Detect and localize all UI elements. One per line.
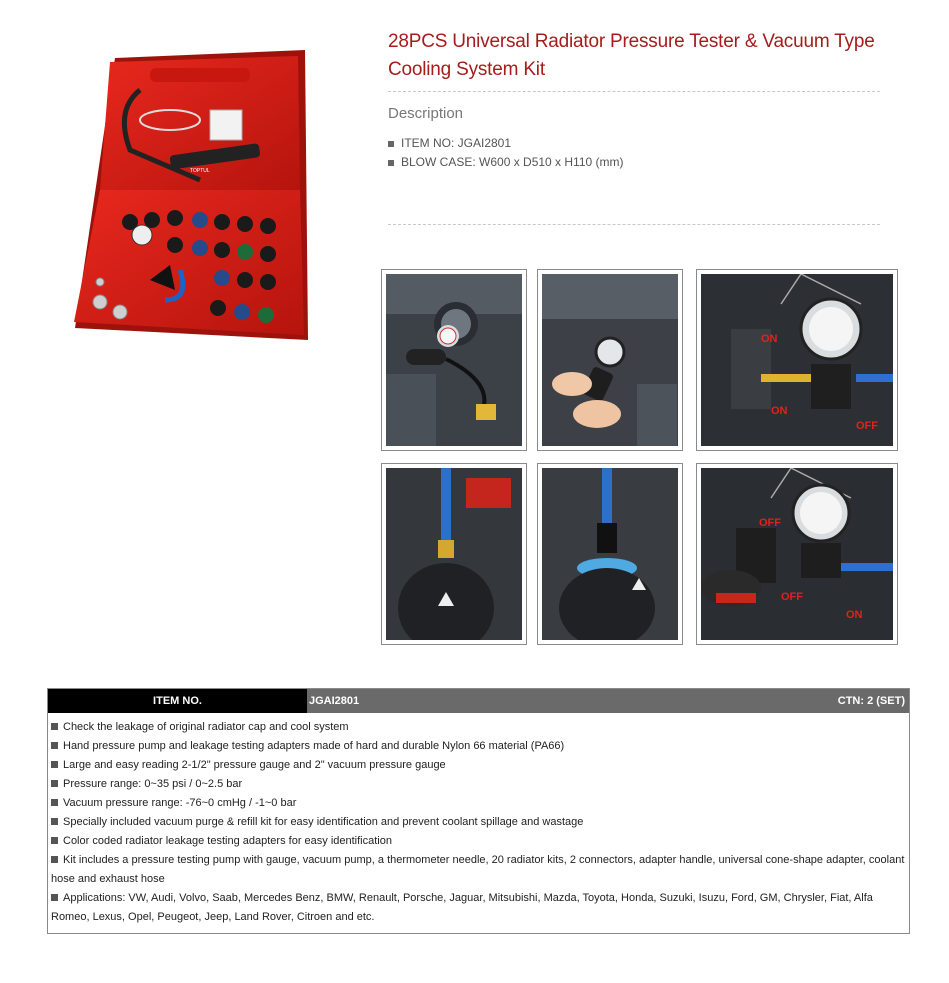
feature-item bbox=[51, 794, 906, 813]
on-label: ON bbox=[761, 333, 778, 345]
square-bullet-icon bbox=[51, 742, 58, 749]
square-bullet-icon bbox=[388, 141, 394, 147]
feature-text: Large and easy reading 2-1/2" pressure gauge and 2" vacuum pressure gauge bbox=[63, 759, 446, 771]
gallery-photo-3[interactable] bbox=[696, 269, 898, 451]
product-photo bbox=[60, 50, 310, 350]
gallery-photo-1[interactable] bbox=[381, 269, 527, 451]
spec-item bbox=[388, 153, 624, 172]
on-label: ON bbox=[771, 405, 788, 417]
feature-item bbox=[51, 889, 906, 927]
feature-text: Applications: VW, Audi, Volvo, Saab, Mercedes Benz, BMW, Renault, Porsche, Jaguar, Mitsubishi, Mazda, Toyota, Honda, Suzuki, Isuzu, Ford, GM, Chrysler, Fiat, Alfa Romeo, Lexus, Opel, Peugeot, Jeep, Land Rover, Citroen and etc. bbox=[51, 892, 873, 923]
table-header bbox=[48, 689, 909, 713]
square-bullet-icon bbox=[51, 856, 58, 863]
table-header-model bbox=[307, 689, 909, 713]
ctn-value: CTN: 2 (SET) bbox=[837, 695, 905, 707]
gallery-photo-5[interactable] bbox=[537, 463, 683, 645]
square-bullet-icon bbox=[388, 160, 394, 166]
square-bullet-icon bbox=[51, 780, 58, 787]
divider bbox=[388, 224, 880, 225]
square-bullet-icon bbox=[51, 818, 58, 825]
product-title: 28PCS Universal Radiator Pressure Tester & Vacuum Type Cooling System Kit bbox=[388, 31, 875, 80]
square-bullet-icon bbox=[51, 761, 58, 768]
feature-text: Check the leakage of original radiator cap and cool system bbox=[63, 721, 349, 733]
description-heading: Description bbox=[388, 105, 464, 122]
feature-item bbox=[51, 851, 906, 889]
on-label: ON bbox=[846, 609, 863, 621]
gallery-photo-2[interactable] bbox=[537, 269, 683, 451]
feature-text: Kit includes a pressure testing pump with gauge, vacuum pump, a thermometer needle, 20 radiator kits, 2 connectors, adapter handle, universal cone-shape adapter, coolant hose and exhaust hose bbox=[51, 854, 905, 885]
off-label: OFF bbox=[759, 517, 781, 529]
spec-item bbox=[388, 134, 624, 153]
feature-text: Color coded radiator leakage testing adapters for easy identification bbox=[63, 835, 392, 847]
feature-item bbox=[51, 775, 906, 794]
square-bullet-icon bbox=[51, 894, 58, 901]
divider bbox=[388, 91, 880, 92]
item-no-value: JGAI2801 bbox=[309, 695, 360, 707]
off-label: OFF bbox=[781, 591, 803, 603]
feature-item bbox=[51, 718, 906, 737]
item-no-label: ITEM NO. bbox=[48, 689, 307, 713]
spec-item-text: ITEM NO: JGAI2801 bbox=[401, 136, 512, 150]
spec-item-text: BLOW CASE: W600 x D510 x H110 (mm) bbox=[401, 155, 624, 169]
feature-item bbox=[51, 832, 906, 851]
square-bullet-icon bbox=[51, 837, 58, 844]
feature-list bbox=[48, 713, 909, 933]
case-brand: TOPTUL bbox=[190, 168, 210, 174]
feature-item bbox=[51, 737, 906, 756]
spec-table bbox=[47, 688, 910, 934]
feature-text: Pressure range: 0~35 psi / 0~2.5 bar bbox=[63, 778, 243, 790]
feature-text: Specially included vacuum purge & refill kit for easy identification and prevent coolant spillage and wastage bbox=[63, 816, 584, 828]
gallery-photo-6[interactable] bbox=[696, 463, 898, 645]
feature-item bbox=[51, 813, 906, 832]
feature-text: Vacuum pressure range: -76~0 cmHg / -1~0 bar bbox=[63, 797, 297, 809]
feature-item bbox=[51, 756, 906, 775]
off-label: OFF bbox=[856, 420, 878, 432]
feature-text: Hand pressure pump and leakage testing adapters made of hard and durable Nylon 66 material (PA66) bbox=[63, 740, 565, 752]
square-bullet-icon bbox=[51, 723, 58, 730]
square-bullet-icon bbox=[51, 799, 58, 806]
spec-list bbox=[388, 134, 624, 172]
gallery-photo-4[interactable] bbox=[381, 463, 527, 645]
